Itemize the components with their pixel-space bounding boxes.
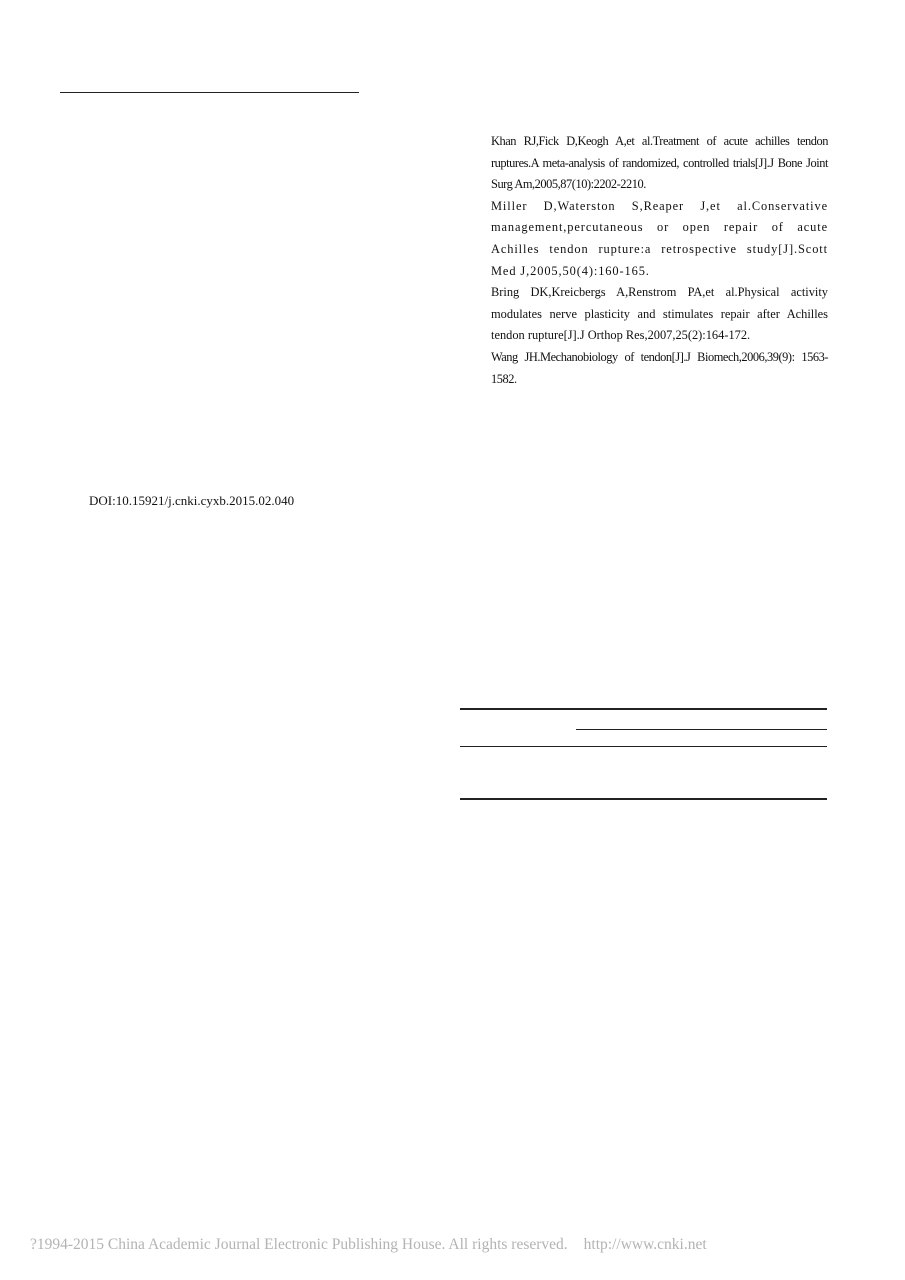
table-top-rule [460,708,827,710]
reference-list [491,131,828,390]
reference-item: Miller D,Waterston S,Reaper J,et al.Conservative management,percutaneous or open repair of acute Achilles tendon rupture:a retrospective study[J].Scott Med J,2005,50(4):160-165. [491,198,828,278]
table-subheader-rule [576,729,827,730]
copyright-text: ?1994-2015 China Academic Journal Electronic Publishing House. All rights reserved. [30,1236,568,1253]
reference-item: Khan RJ,Fick D,Keogh A,et al.Treatment of acute achilles tendon ruptures.A meta-analysis of randomized, controlled trials[J].J Bone Joint Surg Am,2005,87(10):2202-2210. [491,134,828,192]
doi-label: DOI:10.15921/j.cnki.cyxb.2015.02.040 [89,493,295,508]
reference-item: Bring DK,Kreicbergs A,Renstrom PA,et al.Physical activity modulates nerve plasticity and stimulates repair after Achilles tendon rupture[J].J Orthop Res,2007,25(2):164-172. [491,285,828,343]
table-header-rule [460,746,827,747]
reference-item: Wang JH.Mechanobiology of tendon[J].J Biomech,2006,39(9): 1563-1582. [491,349,828,386]
copyright-footer [30,1236,707,1254]
header-rule [60,92,359,93]
footer-link[interactable]: http://www.cnki.net [583,1236,707,1253]
table-bottom-rule [460,798,827,800]
